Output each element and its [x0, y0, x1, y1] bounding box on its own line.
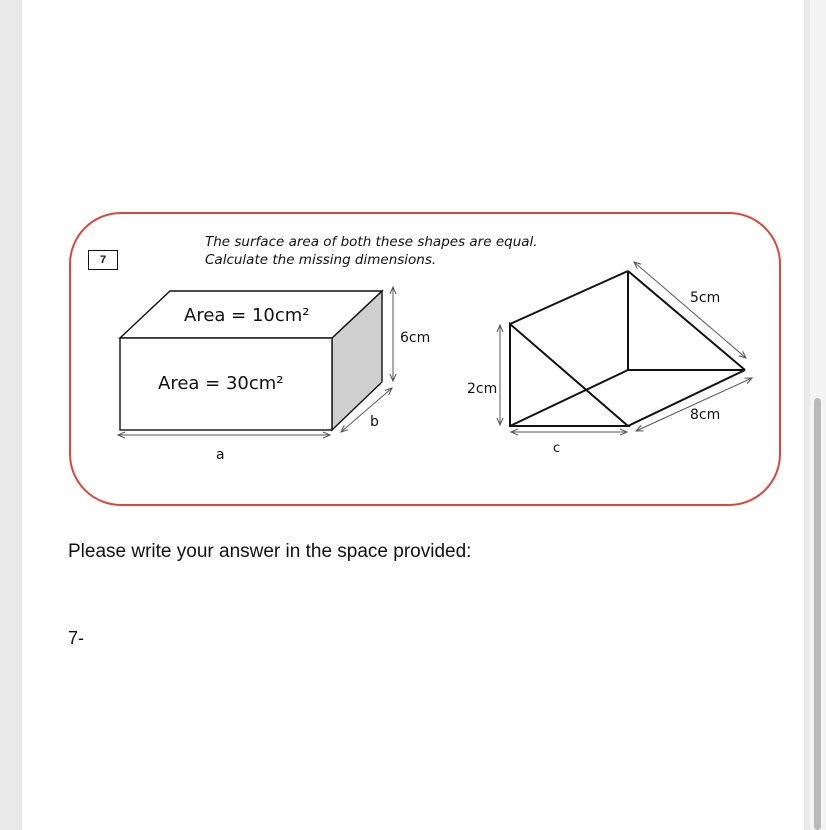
cuboid-height-label: 6cm [400, 330, 431, 346]
prism-top-edge [510, 271, 628, 324]
prism-length-label: 8cm [690, 407, 721, 423]
prism-length-arrow [636, 378, 752, 431]
prism-slant-label: 5cm [690, 290, 721, 306]
prism-slant-arrow [634, 262, 746, 358]
cuboid-width-label: a [216, 447, 225, 463]
cuboid-top-area-label: Area = 10cm² [184, 305, 310, 326]
prism-height-label: 2cm [467, 381, 498, 397]
prompt-line-2: Calculate the missing dimensions. [205, 252, 437, 268]
answer-instruction: Please write your answer in the space provided: [68, 541, 472, 562]
prism-hidden-diagonal [510, 370, 628, 426]
prism-front-face [510, 324, 628, 426]
question-number: 7 [88, 250, 118, 270]
prism-slant-edge [628, 271, 745, 370]
prism-base-label: c [553, 441, 561, 456]
prism-bottom-edge [628, 370, 745, 426]
answer-entry-label[interactable]: 7- [68, 628, 85, 648]
prompt-line-1: The surface area of both these shapes are equal. [205, 234, 538, 250]
cuboid-front-area-label: Area = 30cm² [158, 373, 284, 394]
cuboid-depth-label: b [370, 414, 379, 430]
